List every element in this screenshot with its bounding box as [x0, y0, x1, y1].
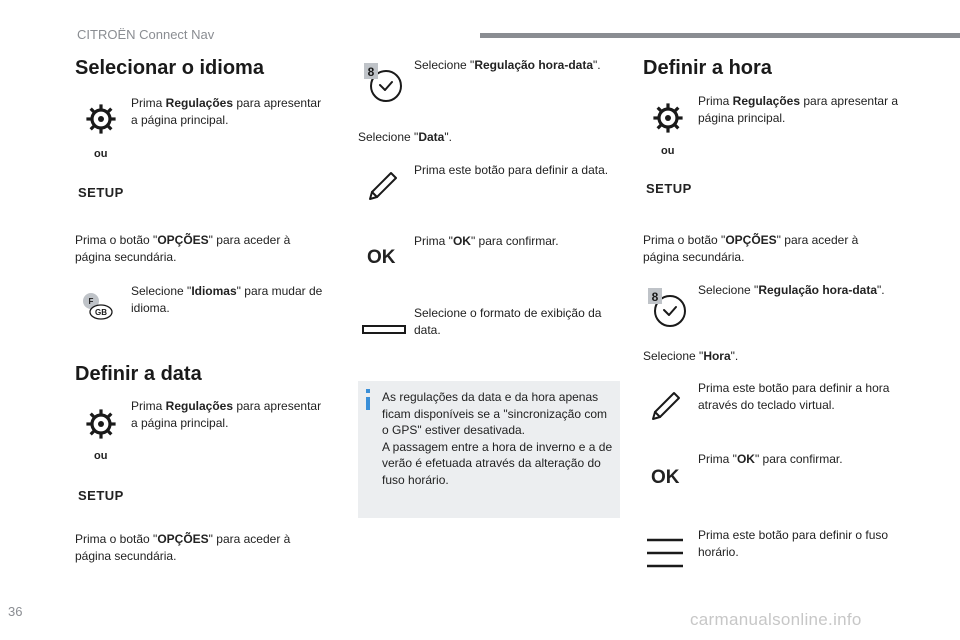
- step-options: Prima o botão "OPÇÕES" para aceder à página secundária.: [75, 532, 291, 563]
- gear-icon: [653, 103, 683, 133]
- info-note: [358, 381, 620, 518]
- flag-gb-label: GB: [95, 308, 107, 317]
- section-title-time: Definir a hora: [643, 57, 772, 79]
- step-set-date: Prima este botão para definir a data.: [414, 163, 609, 177]
- setup-button: SETUP: [78, 185, 124, 200]
- step-confirm: Prima "OK" para confirmar.: [414, 234, 559, 248]
- date-format-icon: [362, 325, 406, 334]
- step-select-time: Selecione "Hora".: [643, 349, 739, 363]
- step-time-date-settings: Selecione "Regulação hora-data".: [414, 58, 601, 72]
- step-options: Prima o botão "OPÇÕES" para aceder à página secundária.: [75, 233, 291, 264]
- watermark: carmanualsonline.info: [690, 610, 862, 629]
- step-select-date: Selecione "Data".: [358, 130, 452, 144]
- step-time-zone: Prima este botão para definir o fuso horário.: [698, 528, 889, 559]
- info-note-text: As regulações da data e da hora apenas ficam disponíveis se a "sincronização com o GPS" estiver desativada. A passagem entre a hora de inverno e a de verão é efetuada através da alteração do fuso horário.: [382, 390, 613, 487]
- info-icon: [366, 397, 370, 410]
- section-title-language: Selecionar o idioma: [75, 57, 264, 79]
- pencil-icon: [650, 388, 684, 422]
- clock-icon: [648, 287, 688, 329]
- header-title: CITROËN Connect Nav: [77, 27, 215, 42]
- or-label: ou: [661, 145, 675, 157]
- gear-icon: [86, 104, 116, 134]
- step-set-time: Prima este botão para definir a hora através do teclado virtual.: [698, 381, 890, 412]
- page-number: 36: [8, 604, 23, 619]
- or-label: ou: [94, 148, 108, 160]
- setup-button: SETUP: [646, 181, 692, 196]
- or-label: ou: [94, 450, 108, 462]
- section-title-date: Definir a data: [75, 363, 202, 385]
- clock-icon: [364, 62, 404, 104]
- gear-icon: [86, 409, 116, 439]
- step-options: Prima o botão "OPÇÕES" para aceder à página secundária.: [643, 233, 859, 264]
- flag-f-label: F: [88, 297, 94, 306]
- ok-button-icon: OK: [367, 247, 396, 268]
- step-open-settings: Prima Regulações para apresentar a página principal.: [698, 94, 899, 125]
- header-bar: [480, 33, 960, 38]
- step-time-date-settings: Selecione "Regulação hora-data".: [698, 283, 885, 297]
- step-date-format: Selecione o formato de exibição da data.: [414, 306, 602, 337]
- ok-button-icon: OK: [651, 467, 680, 488]
- step-confirm: Prima "OK" para confirmar.: [698, 452, 843, 466]
- step-open-settings: Prima Regulações para apresentar a página principal.: [131, 399, 322, 430]
- step-languages: Selecione "Idiomas" para mudar de idioma.: [131, 284, 323, 315]
- language-icon: [80, 290, 114, 320]
- info-icon-dot: [366, 389, 370, 393]
- step-open-settings: Prima Regulações para apresentar a página principal.: [131, 96, 322, 127]
- clock-number: 8: [367, 65, 375, 79]
- pencil-icon: [367, 168, 401, 202]
- clock-number: 8: [651, 290, 659, 304]
- menu-icon: [647, 537, 683, 569]
- setup-button: SETUP: [78, 488, 124, 503]
